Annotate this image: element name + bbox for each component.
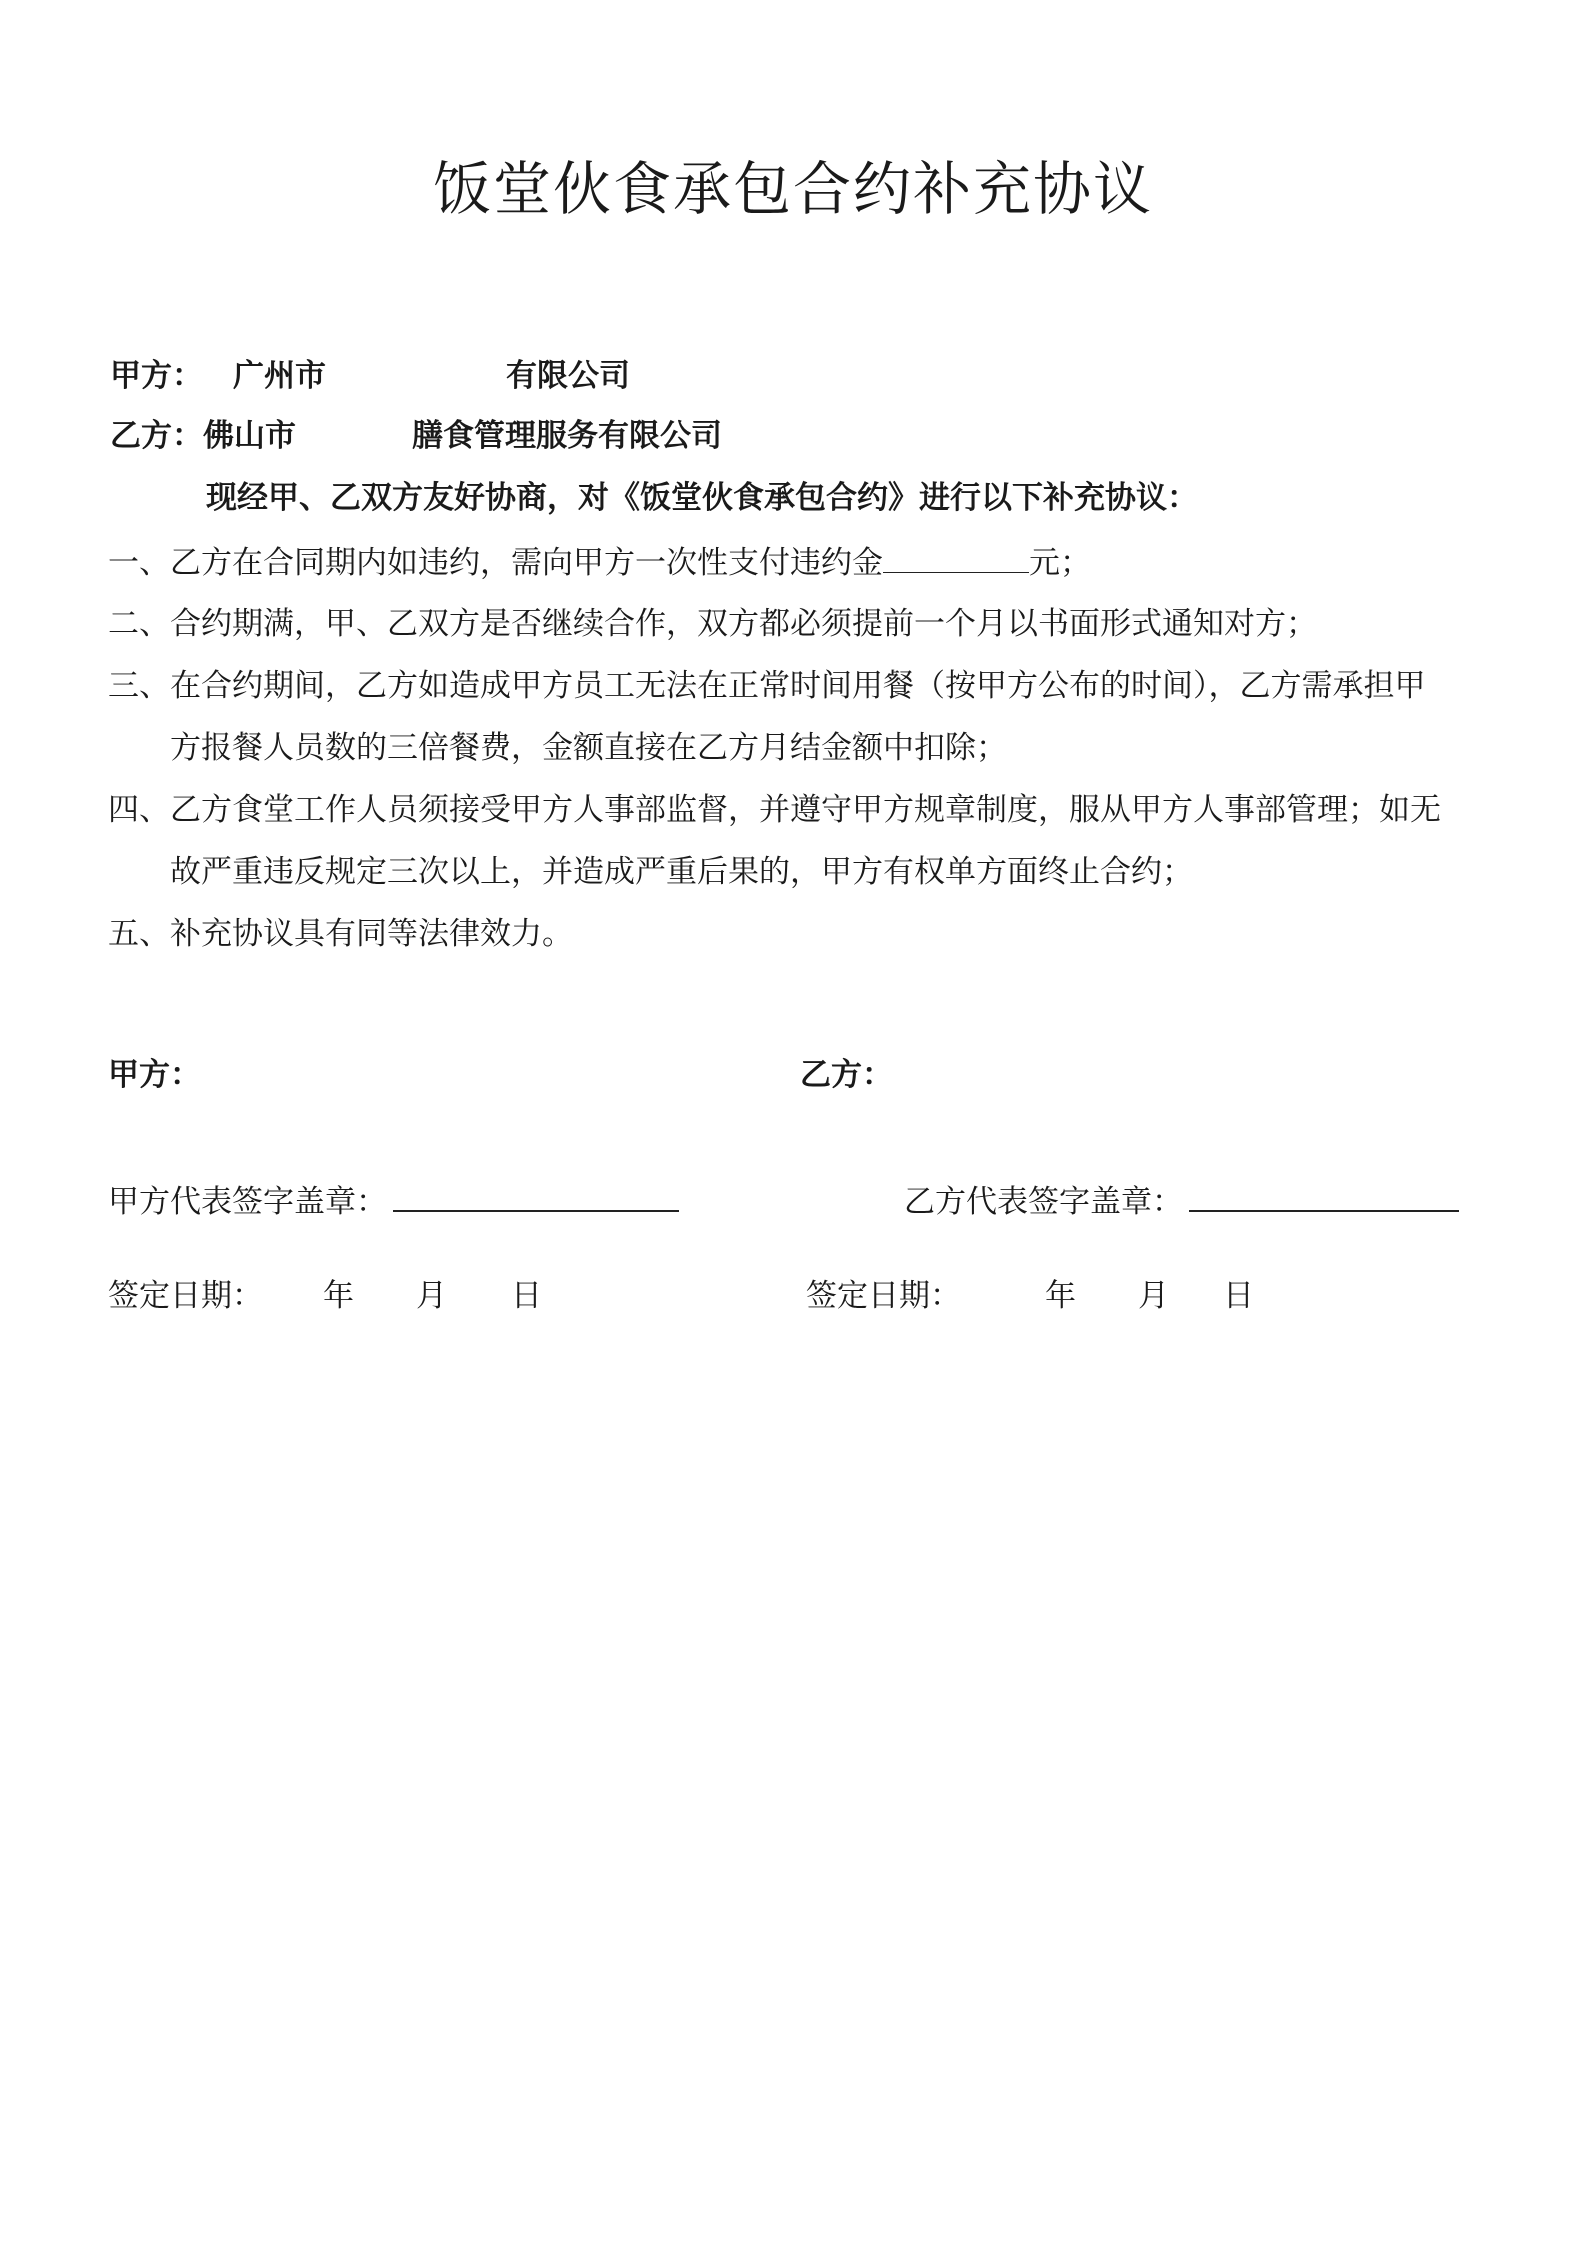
party-b-line bbox=[110, 416, 722, 456]
party-b-city: 佛山市 bbox=[203, 418, 296, 454]
party-a-rep-label: 甲方代表签字盖章： bbox=[108, 1184, 387, 1220]
clause-1-text-after: 元； bbox=[1029, 545, 1091, 581]
party-a-rep-signature bbox=[108, 1180, 679, 1222]
party-a-line bbox=[110, 356, 630, 396]
date-month: 月 bbox=[1138, 1278, 1169, 1314]
clause-5 bbox=[108, 914, 573, 954]
clause-number: 二、 bbox=[108, 606, 170, 642]
party-b-company-suffix: 膳食管理服务有限公司 bbox=[412, 418, 722, 454]
clause-number: 一、 bbox=[108, 545, 170, 581]
clause-1 bbox=[108, 542, 1091, 583]
date-label: 签定日期： bbox=[806, 1278, 961, 1314]
clause-2-text: 合约期满，甲、乙双方是否继续合作，双方都必须提前一个月以书面形式通知对方； bbox=[170, 606, 1317, 642]
clause-5-text: 补充协议具有同等法律效力。 bbox=[170, 916, 573, 952]
document-title: 饭堂伙食承包合约补充协议 bbox=[432, 155, 1153, 223]
party-b-date bbox=[806, 1276, 1254, 1316]
clause-1-text-before: 乙方在合同期内如违约，需向甲方一次性支付违约金 bbox=[170, 545, 883, 581]
clause-number: 四、 bbox=[108, 792, 170, 828]
party-a-company-suffix: 有限公司 bbox=[506, 358, 630, 394]
clause-number: 三、 bbox=[108, 668, 170, 704]
date-year: 年 bbox=[1045, 1278, 1076, 1314]
clause-3-continuation: 方报餐人员数的三倍餐费，金额直接在乙方月结金额中扣除； bbox=[170, 730, 1007, 766]
party-b-rep-signature bbox=[904, 1180, 1459, 1222]
date-month: 月 bbox=[416, 1278, 447, 1314]
signature-party-b-label: 乙方： bbox=[800, 1057, 893, 1093]
date-day: 日 bbox=[1223, 1278, 1254, 1314]
intro-paragraph: 现经甲、乙双方友好协商，对《饭堂伙食承包合约》进行以下补充协议： bbox=[206, 480, 1198, 516]
party-a-date bbox=[108, 1276, 542, 1316]
clause-3-line-1: 在合约期间，乙方如造成甲方员工无法在正常时间用餐（按甲方公布的时间），乙方需承担甲 bbox=[170, 668, 1426, 704]
date-day: 日 bbox=[511, 1278, 542, 1314]
clause-number: 五、 bbox=[108, 916, 170, 952]
party-b-rep-label: 乙方代表签字盖章： bbox=[904, 1184, 1183, 1220]
date-year: 年 bbox=[323, 1278, 354, 1314]
clause-4-continuation: 故严重违反规定三次以上，并造成严重后果的，甲方有权单方面终止合约； bbox=[170, 854, 1193, 890]
party-a-label: 甲方： bbox=[110, 358, 203, 394]
clause-4-line-1: 乙方食堂工作人员须接受甲方人事部监督，并遵守甲方规章制度，服从甲方人事部管理；如无 bbox=[170, 792, 1441, 828]
party-b-label: 乙方： bbox=[110, 418, 203, 454]
party-a-signature-blank bbox=[393, 1180, 679, 1212]
clause-2 bbox=[108, 604, 1317, 644]
clause-4 bbox=[108, 790, 1441, 830]
clause-3 bbox=[108, 666, 1426, 706]
penalty-amount-blank bbox=[883, 542, 1029, 573]
party-a-city: 广州市 bbox=[233, 358, 326, 394]
party-b-signature-blank bbox=[1189, 1180, 1459, 1212]
date-label: 签定日期： bbox=[108, 1278, 263, 1314]
signature-party-a-label: 甲方： bbox=[108, 1057, 201, 1093]
